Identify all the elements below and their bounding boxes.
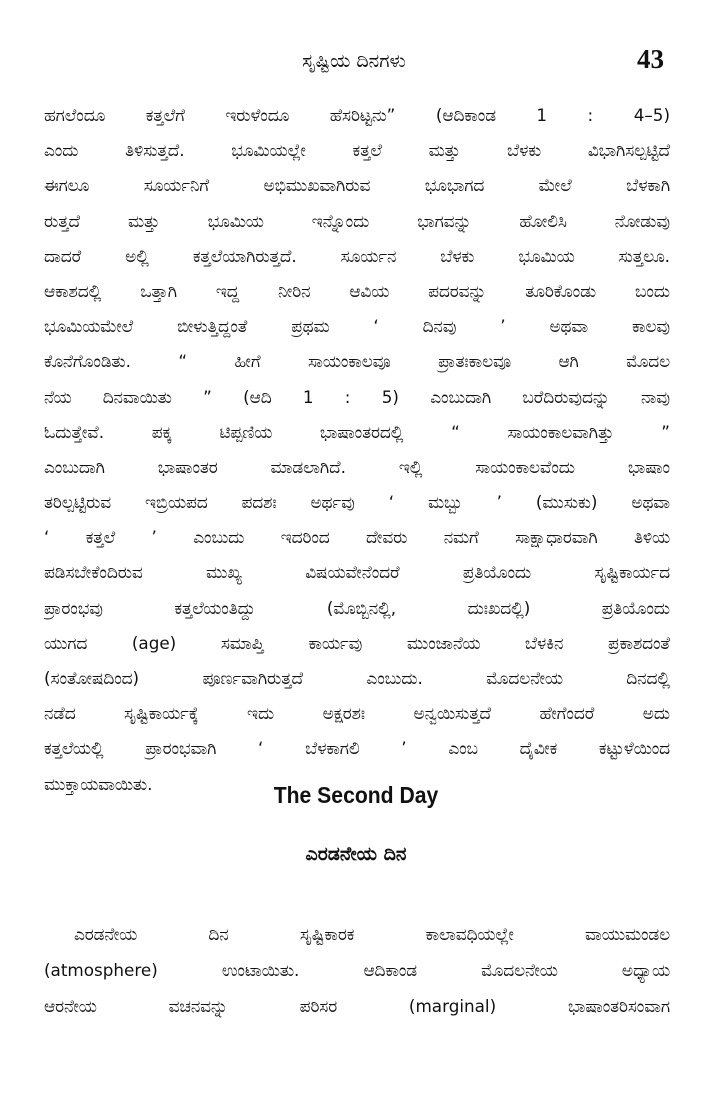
paragraph-2 <box>44 916 670 1024</box>
paragraph-1 <box>44 98 670 802</box>
text-line: ಕತ್ತಲೆಯಲ್ಲಿ ಪ್ರಾರಂಭವಾಗಿ ‘ ಬೆಳಕಾಗಲಿ ’ ಎಂಬ ದೈವೀಕ ಕಟ್ಟುಳೆಯಿಂದ <box>44 738 670 759</box>
text-line: ಪಡಿಸಬೇಕೆಂದಿರುವ ಮುಖ್ಯ ವಿಷಯವೇನೆಂದರೆ ಪ್ರತಿಯೊಂದು ಸೃಷ್ಟಿಕಾರ್ಯದ <box>44 562 670 583</box>
text-line: ನೆಯ ದಿನವಾಯಿತು ” (ಆದಿ 1 : 5) ಎಂಬುದಾಗಿ ಬರೆದಿರುವುದನ್ನು ನಾವು <box>44 386 670 407</box>
text-line: ಭೂಮಿಯಮೇಲೆ ಬೀಳುತ್ತಿದ್ದಂತೆ ಪ್ರಥಮ ‘ ದಿನವು ’ ಅಥವಾ ಕಾಲವು <box>44 316 670 337</box>
text-line: ಈಗಲೂ ಸೂರ್ಯನಿಗೆ ಅಭಿಮುಖವಾಗಿರುವ ಭೂಭಾಗದ ಮೇಲೆ ಬೆಳಕಾಗಿ <box>44 175 670 196</box>
text-line: ಓದುತ್ತೇವೆ. ಪಕ್ಕ ಟಿಪ್ಪಣಿಯ ಭಾಷಾಂತರದಲ್ಲಿ “ ಸಾಯಂಕಾಲವಾಗಿತ್ತು ” <box>44 421 670 442</box>
text-line: ರುತ್ತದೆ ಮತ್ತು ಭೂಮಿಯ ಇನ್ನೊಂದು ಭಾಗವನ್ನು ಹೋಲಿಸಿ ನೋಡುವು <box>44 210 670 231</box>
text-line: (ಸಂತೋಷದಿಂದ) ಪೂರ್ಣವಾಗಿರುತ್ತದೆ ಎಂಬುದು. ಮೊದಲನೇಯ ದಿನದಲ್ಲಿ <box>44 668 670 688</box>
text-line: ಆಕಾಶದಲ್ಲಿ ಒತ್ತಾಗಿ ಇದ್ದ ನೀರಿನ ಆವಿಯ ಪದರವನ್ನು ತೂರಿಕೊಂಡು ಬಂದು <box>44 280 670 301</box>
text-line: ಆರನೇಯ ವಚನವನ್ನು ಪರಿಸರ (marginal) ಭಾಷಾಂತರಿಸಂವಾಗ <box>44 996 670 1016</box>
text-line: ದಾದರೆ ಅಲ್ಲಿ ಕತ್ತಲೆಯಾಗಿರುತ್ತದೆ. ಸೂರ್ಯನ ಬೆಳಕು ಭೂಮಿಯ ಸುತ್ತಲೂ. <box>44 245 670 266</box>
text-line: ಕೊನೆಗೊಂಡಿತು. “ ಹೀಗೆ ಸಾಯಂಕಾಲವೂ ಪ್ರಾತಃಕಾಲವೂ ಆಗಿ ಮೊದಲ <box>44 351 670 372</box>
running-header <box>44 44 664 84</box>
text-line: ಎಂದು ತಿಳಿಸುತ್ತದೆ. ಭೂಮಿಯಲ್ಲೇ ಕತ್ತಲೆ ಮತ್ತು ಬೆಳಕು ವಿಭಾಗಿಸಲ್ಪಟ್ಟಿದೆ <box>44 140 670 161</box>
text-line: ಯುಗದ (age) ಸಮಾಪ್ತಿ ಕಾರ್ಯವು ಮುಂಜಾನೆಯ ಬೆಳಕಿನ ಪ್ರಕಾಶದಂತೆ <box>44 632 670 653</box>
text-line: ತರಿಲ್ಪಟ್ಟಿರುವ ಇಬ್ರಿಯಪದ ಪದಶಃ ಅರ್ಥವು ‘ ಮಬ್ಬು ’ (ಮುಸುಕು) ಅಥವಾ <box>44 492 670 513</box>
text-line: ‘ ಕತ್ತಲೆ ’ ಎಂಬುದು ಇದರಿಂದ ದೇವರು ನಮಗೆ ಸಾಕ್ಷಾಧಾರವಾಗಿ ತಿಳಿಯ <box>44 527 670 548</box>
page-number: 43 <box>637 44 664 74</box>
running-title: ಸೃಷ್ಟಿಯ ದಿನಗಳು <box>302 50 406 72</box>
text-line: ಪ್ರಾರಂಭವು ಕತ್ತಲೆಯಂತಿದ್ದು (ಮೊಬ್ಬಿನಲ್ಲಿ, ದುಃಖದಲ್ಲಿ) ಪ್ರತಿಯೊಂದು <box>44 597 670 618</box>
text-line: ಎಂಬುದಾಗಿ ಭಾಷಾಂತರ ಮಾಡಲಾಗಿದೆ. ಇಲ್ಲಿ ಸಾಯಂಕಾಲವೆಂದು ಭಾಷಾಂ <box>44 456 670 477</box>
section-heading-english: The Second Day <box>273 782 439 808</box>
text-line: ನಡೆದ ಸೃಷ್ಟಿಕಾರ್ಯಕ್ಕೆ ಇದು ಅಕ್ಷರಶಃ ಅನ್ವಯಿಸುತ್ತದೆ ಹೇಗೆಂದರೆ ಅದು <box>44 703 670 724</box>
text-line: ಹಗಲೆಂದೂ ಕತ್ತಲೆಗೆ ಇರುಳೆಂದೂ ಹೆಸರಿಟ್ಟನು” (ಆದಿಕಾಂಡ 1 : 4–5) <box>44 105 670 125</box>
text-line: ಎರಡನೇಯ ದಿನ ಸೃಷ್ಟಿಕಾರಕ ಕಾಲಾವಧಿಯಲ್ಲೇ ವಾಯುಮಂಡಲ <box>74 924 670 944</box>
text-line: (atmosphere) ಉಂಟಾಯಿತು. ಆದಿಕಾಂಡ ಮೊದಲನೇಯ ಅಧ್ಯಾಯ <box>44 960 670 980</box>
text-line: ಮುಕ್ತಾಯವಾಯಿತು. <box>44 773 153 794</box>
section-heading-kannada: ಎರಡನೇಯ ದಿನ <box>305 843 407 865</box>
